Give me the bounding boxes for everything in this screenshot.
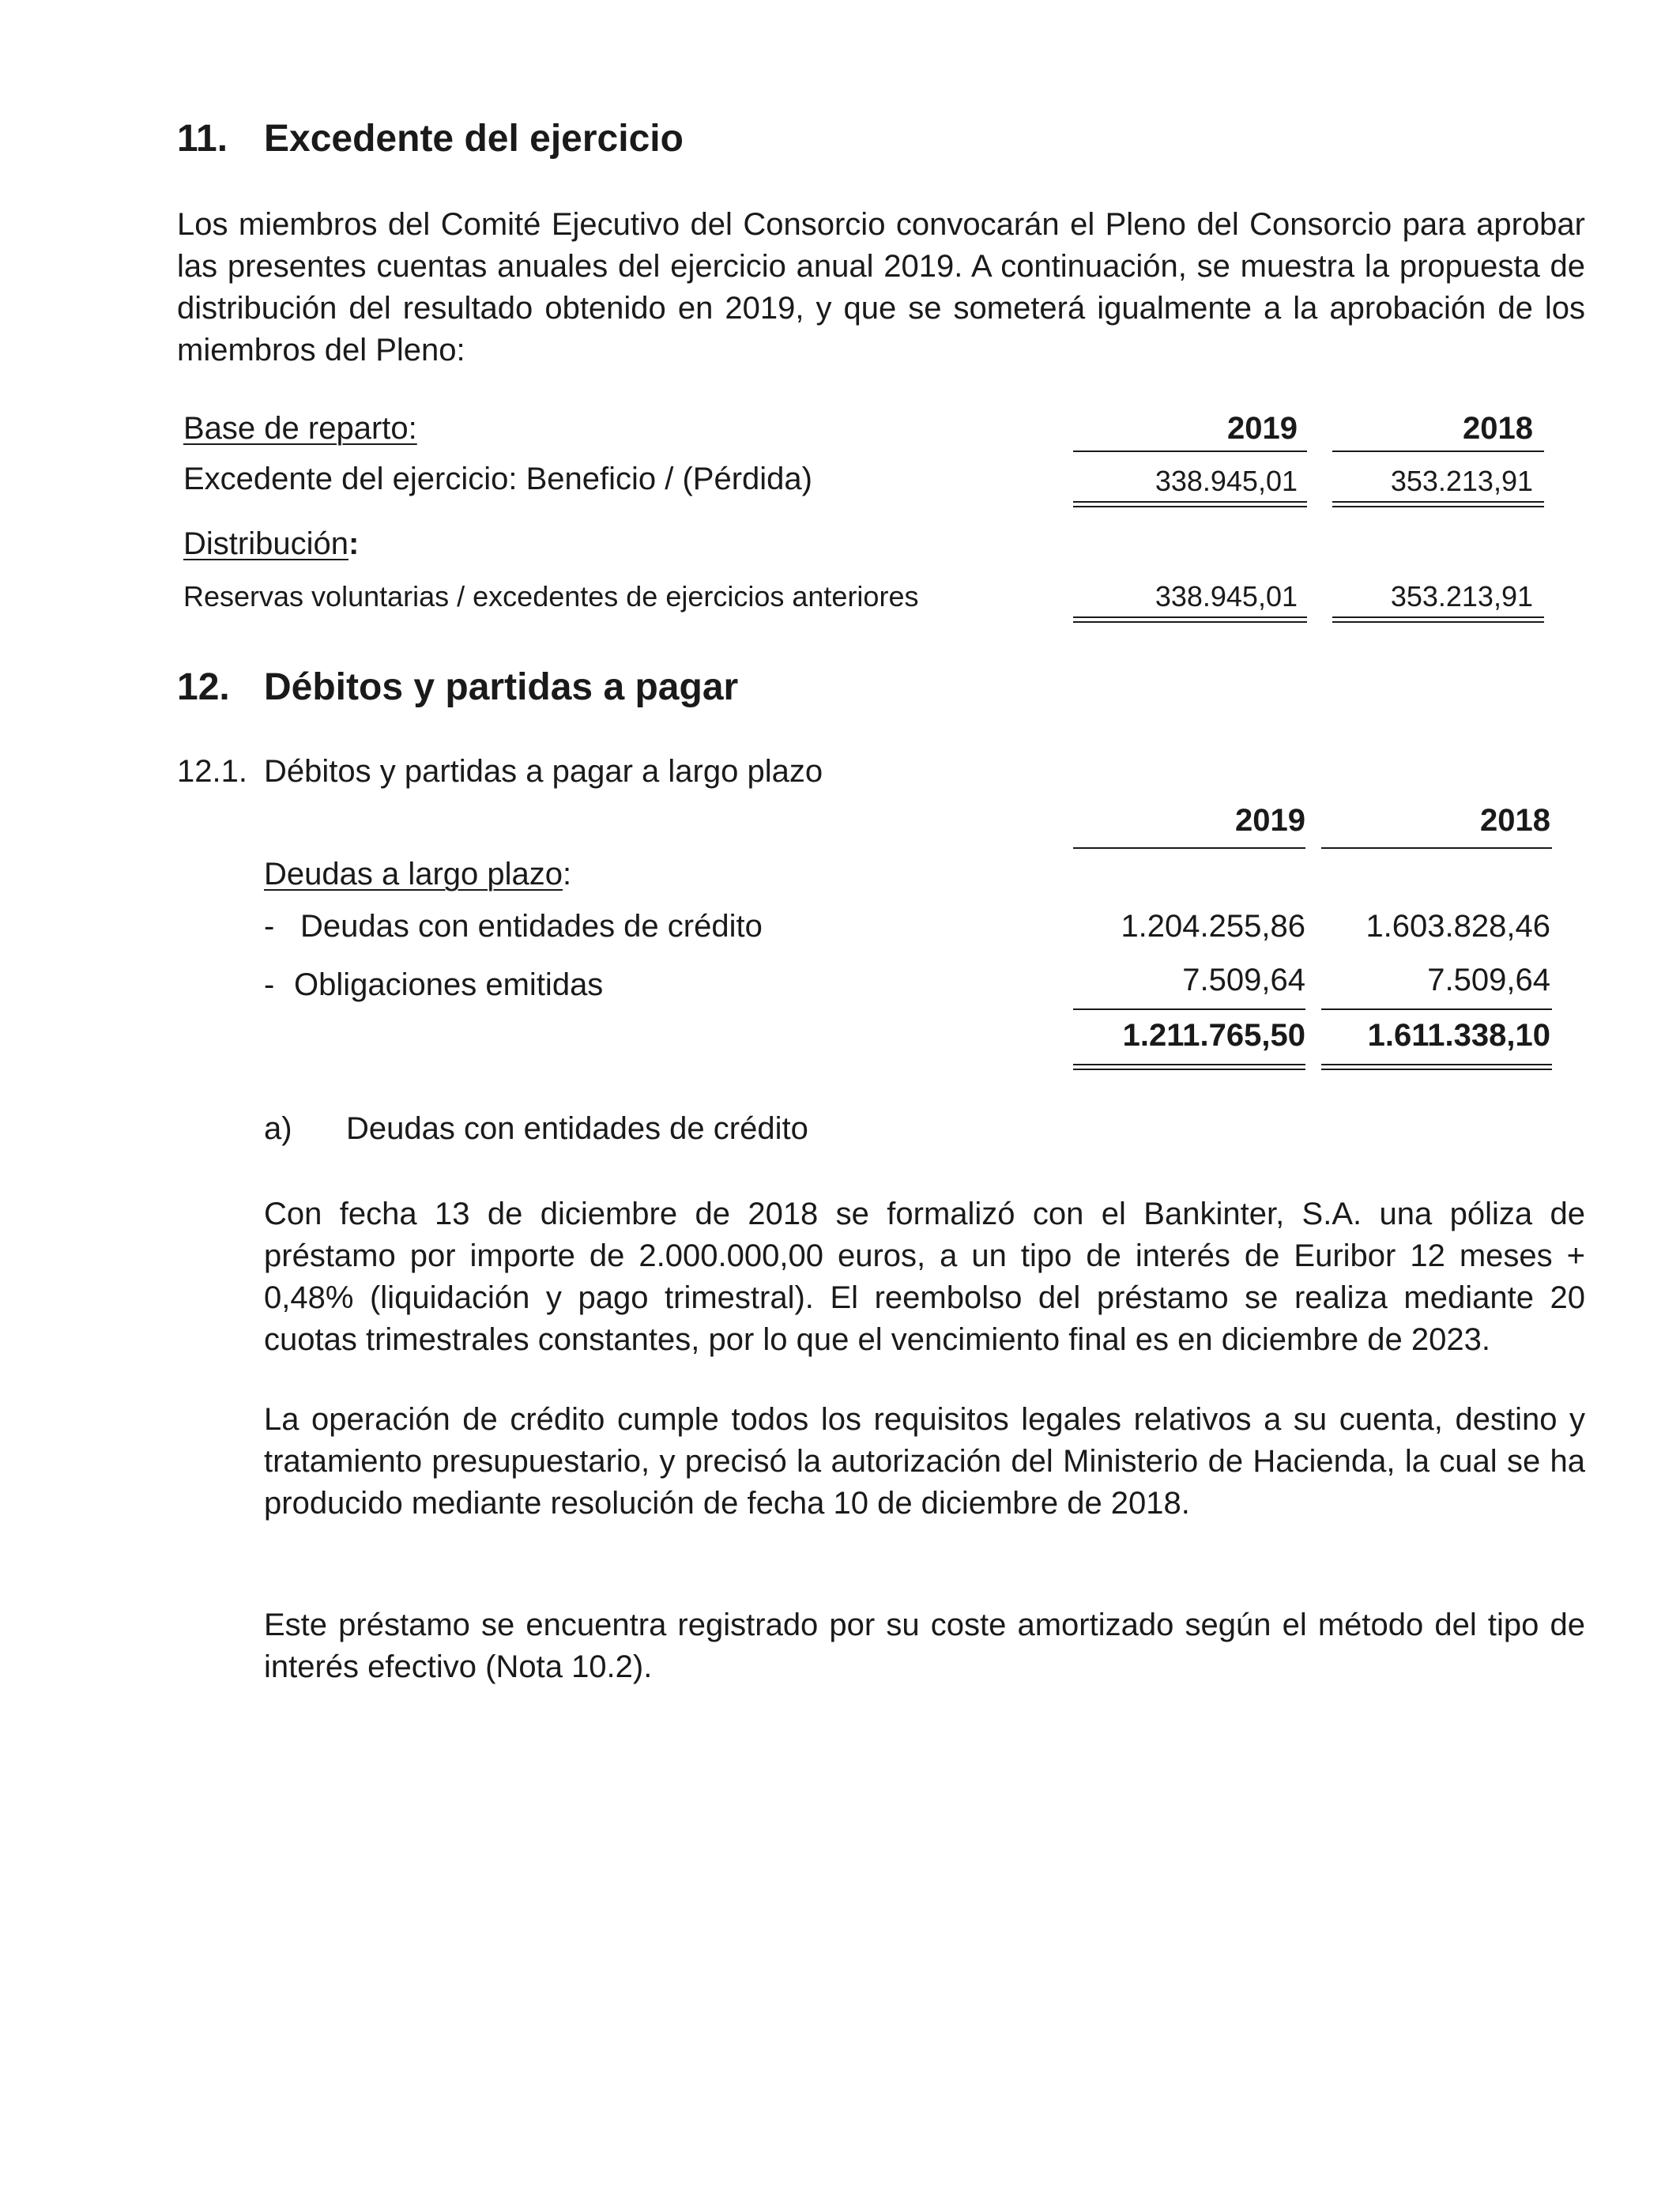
col-header-2019-b: 2019: [1235, 803, 1305, 838]
distribucion-colon: :: [348, 526, 360, 561]
total-double-rule-2019: [1073, 1064, 1305, 1070]
row-2-2019: 7.509,64: [1182, 963, 1305, 997]
total-2019: 1.211.765,50: [1122, 1018, 1305, 1053]
reservas-double-rule-2019: [1073, 616, 1307, 623]
subsection-12-1-number: 12.1.: [177, 754, 247, 789]
distribucion-label: Distribución: [183, 526, 348, 561]
total-2018: 1.611.338,10: [1367, 1018, 1550, 1053]
header-rule-2019-b: [1073, 847, 1305, 849]
row-2-2018: 7.509,64: [1427, 963, 1550, 997]
row-2-dash: -: [264, 967, 275, 1002]
loan-paragraph-1: Con fecha 13 de diciembre de 2018 se formalizó con el Bankinter, S.A. una póliza de préstamo por importe de 2.000.000,00 euros, a un tipo de interés de Euribor 12 meses + 0,48% (liquidación y pago trimestral). El reembolso del préstamo se realiza mediante 20 cuotas trimestrales constantes, por lo que el vencimiento final es en diciembre de 2023.: [264, 1197, 1585, 1357]
subsection-12-1-title: Débitos y partidas a pagar a largo plazo: [264, 754, 823, 789]
section-11-paragraph: Los miembros del Comité Ejecutivo del Consorcio convocarán el Pleno del Consorcio para aprobar las presentes cuentas anuales del ejercicio anual 2019. A continuación, se muestra la propuesta de distribución del resultado obtenido en 2019, y que se someterá igualmente a la aprobación de los miembros del Pleno:: [177, 207, 1585, 368]
distribucion-heading: [183, 526, 359, 562]
header-rule-2018: [1332, 450, 1544, 452]
loan-paragraph-3: Este préstamo se encuentra registrado por su coste amortizado según el método del tipo de interés efectivo (Nota 10.2).: [264, 1608, 1585, 1684]
item-a-marker: a): [264, 1111, 292, 1146]
excedente-2019: 338.945,01: [1155, 465, 1298, 497]
row-2-label: Obligaciones emitidas: [294, 967, 604, 1002]
section-11-number: 11.: [177, 118, 228, 160]
subtotal-rule-2018: [1321, 1008, 1552, 1010]
reservas-double-rule-2018: [1332, 616, 1544, 623]
header-rule-2019: [1073, 450, 1307, 452]
item-a-title: Deudas con entidades de crédito: [346, 1111, 808, 1146]
section-12-number: 12.: [177, 666, 230, 708]
section-12-title: Débitos y partidas a pagar: [264, 666, 739, 708]
row-1-label: Deudas con entidades de crédito: [300, 909, 763, 944]
row-1-2018: 1.603.828,46: [1365, 909, 1550, 944]
excedente-double-rule-2018: [1332, 501, 1544, 507]
excedente-2018: 353.213,91: [1390, 465, 1533, 497]
excedente-label: Excedente del ejercicio: Beneficio / (Pérdida): [183, 462, 812, 496]
col-header-2018: 2018: [1463, 411, 1533, 446]
subtotal-rule-2019: [1073, 1008, 1305, 1010]
total-double-rule-2018: [1321, 1064, 1552, 1070]
excedente-double-rule-2019: [1073, 501, 1307, 507]
deudas-largo-plazo-colon: :: [563, 857, 572, 892]
deudas-largo-plazo-heading: [264, 857, 571, 892]
row-1-2019: 1.204.255,86: [1121, 909, 1305, 944]
reservas-label: Reservas voluntarias / excedentes de ejercicios anteriores: [183, 580, 919, 613]
row-1-dash: -: [264, 909, 275, 944]
reservas-2018: 353.213,91: [1390, 580, 1533, 613]
base-reparto-label: Base de reparto:: [183, 411, 417, 446]
reservas-2019: 338.945,01: [1155, 580, 1298, 613]
section-11-title: Excedente del ejercicio: [264, 118, 684, 160]
col-header-2018-b: 2018: [1480, 803, 1550, 838]
loan-paragraph-2: La operación de crédito cumple todos los requisitos legales relativos a su cuenta, destino y tratamiento presupuestario, y precisó la autorización del Ministerio de Hacienda, la cual se ha producido mediante resolución de fecha 10 de diciembre de 2018.: [264, 1402, 1585, 1521]
deudas-largo-plazo-label: Deudas a largo plazo: [264, 857, 563, 892]
header-rule-2018-b: [1321, 847, 1552, 849]
col-header-2019: 2019: [1227, 411, 1298, 446]
